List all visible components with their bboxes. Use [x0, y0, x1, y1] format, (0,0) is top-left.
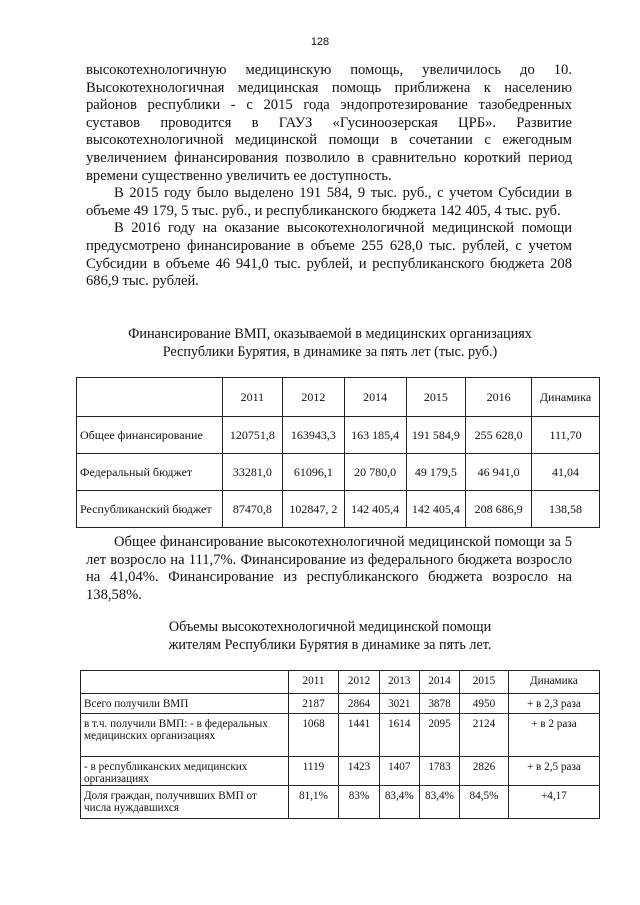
- table-cell: Республиканский бюджет: [77, 491, 223, 528]
- table-header-cell: 2011: [222, 378, 282, 417]
- table2-caption-line2: жителям Республики Бурятия в динамике за пять лет.: [168, 637, 492, 653]
- table-cell: 41,04: [532, 454, 600, 491]
- table-header-cell: Динамика: [532, 378, 600, 417]
- table1-caption-line2: Республики Бурятия, в динамике за пять лет (тыс. руб.): [162, 344, 498, 360]
- table-cell: 87470,8: [222, 491, 282, 528]
- table-row: [77, 417, 600, 454]
- table-cell: 1423: [339, 757, 379, 786]
- table-cell: 83,4%: [419, 786, 459, 819]
- table-cell: Федеральный бюджет: [77, 454, 223, 491]
- table1-caption: [60, 325, 600, 361]
- table-cell: Всего получили ВМП: [81, 694, 289, 714]
- table-row: [81, 714, 600, 757]
- table-cell: 1614: [379, 714, 419, 757]
- table1-caption-line1: Финансирование ВМП, оказываемой в медицинских организациях: [128, 326, 532, 342]
- table-cell: 111,70: [532, 417, 600, 454]
- table-cell: 163943,3: [282, 417, 344, 454]
- table-cell: 142 405,4: [406, 491, 466, 528]
- table-cell: 3878: [419, 694, 459, 714]
- table-header-cell: 2012: [339, 671, 379, 694]
- paragraph-2: В 2015 году было выделено 191 584, 9 тыс. руб., с учетом Субсидии в объеме 49 179, 5 тыс. руб., и республиканского бюджета 142 405, 4 тыс. руб.: [86, 185, 572, 219]
- table-header-row: [77, 378, 600, 417]
- table-cell: +4,17: [508, 786, 599, 819]
- table-row: [77, 491, 600, 528]
- table-cell: - в республиканских медицинских организациях: [81, 757, 289, 786]
- volumes-table: [80, 670, 600, 819]
- financing-table: [76, 377, 600, 528]
- table2-caption-line1: Объемы высокотехнологичной медицинской помощи: [168, 619, 492, 635]
- table-row: [77, 454, 600, 491]
- table-header-cell: 2011: [288, 671, 339, 694]
- paragraph-3: В 2016 году на оказание высокотехнологичной медицинской помощи предусмотрено финансирование в объеме 255 628,0 тыс. рублей, с учетом Субсидии в объеме 46 941,0 тыс. рублей, и республиканского бюджета 208 686,9 тыс. рублей.: [86, 220, 572, 290]
- table2-caption: [60, 618, 600, 654]
- table-cell: 1783: [419, 757, 459, 786]
- table-cell: 1441: [339, 714, 379, 757]
- table-cell: 2864: [339, 694, 379, 714]
- table-cell: 142 405,4: [344, 491, 406, 528]
- table-header-row: [81, 671, 600, 694]
- table-cell: 102847, 2: [282, 491, 344, 528]
- table-cell: 2124: [460, 714, 509, 757]
- table-cell: 83%: [339, 786, 379, 819]
- table-cell: 20 780,0: [344, 454, 406, 491]
- table-row: [81, 786, 600, 819]
- table-header-cell: 2014: [344, 378, 406, 417]
- paragraph-4: Общее финансирование высокотехнологичной медицинской помощи за 5 лет возросло на 111,7%. Финансирование из федерального бюджета возросло на 41,04%. Финансирование из республиканского бюджета возросло на 138,58%.: [86, 534, 572, 603]
- page-number: 128: [310, 36, 330, 48]
- table-cell: 1119: [288, 757, 339, 786]
- table-header-cell: 2012: [282, 378, 344, 417]
- table-cell: 1068: [288, 714, 339, 757]
- table-cell: Общее финансирование: [77, 417, 223, 454]
- body-text-middle: [86, 534, 572, 604]
- table-cell: 84,5%: [460, 786, 509, 819]
- table-cell: 138,58: [532, 491, 600, 528]
- table-cell: 2826: [460, 757, 509, 786]
- table-header-cell: Динамика: [508, 671, 599, 694]
- table-cell: 46 941,0: [466, 454, 532, 491]
- table-cell: 49 179,5: [406, 454, 466, 491]
- table-cell: + в 2 раза: [508, 714, 599, 757]
- table-cell: в т.ч. получили ВМП: - в федеральных медицинских организациях: [81, 714, 289, 757]
- table-cell: + в 2,3 раза: [508, 694, 599, 714]
- paragraph-1: высокотехнологичную медицинскую помощь, увеличилось до 10. Высокотехнологичная медицинская помощь приближена к населению районов республики - с 2015 года эндопротезирование тазобедренных суставов проводится в ГАУЗ «Гусиноозерская ЦРБ». Развитие высокотехнологичной медицинской помощи в сочетании с ежегодным увеличением финансирования позволило в сравнительно короткий период времени существенно увеличить ее доступность.: [86, 62, 572, 184]
- table-cell: + в 2,5 раза: [508, 757, 599, 786]
- table-cell: 1407: [379, 757, 419, 786]
- table-header-cell: [77, 378, 223, 417]
- table-header-cell: 2015: [406, 378, 466, 417]
- table-cell: Доля граждан, получивших ВМП от числа нуждавшихся: [81, 786, 289, 819]
- table-cell: 120751,8: [222, 417, 282, 454]
- table-cell: 191 584,9: [406, 417, 466, 454]
- table-cell: 4950: [460, 694, 509, 714]
- table-header-cell: 2015: [460, 671, 509, 694]
- table-row: [81, 694, 600, 714]
- table-cell: 83,4%: [379, 786, 419, 819]
- body-text-top: [86, 62, 572, 291]
- table-cell: 2187: [288, 694, 339, 714]
- table-header-cell: 2016: [466, 378, 532, 417]
- table-cell: 33281,0: [222, 454, 282, 491]
- table-header-cell: 2014: [419, 671, 459, 694]
- table-header-cell: 2013: [379, 671, 419, 694]
- table-cell: 163 185,4: [344, 417, 406, 454]
- table-row: [81, 757, 600, 786]
- table-header-cell: [81, 671, 289, 694]
- table-cell: 255 628,0: [466, 417, 532, 454]
- table-cell: 3021: [379, 694, 419, 714]
- table-cell: 208 686,9: [466, 491, 532, 528]
- table-cell: 81,1%: [288, 786, 339, 819]
- table-cell: 2095: [419, 714, 459, 757]
- table-cell: 61096,1: [282, 454, 344, 491]
